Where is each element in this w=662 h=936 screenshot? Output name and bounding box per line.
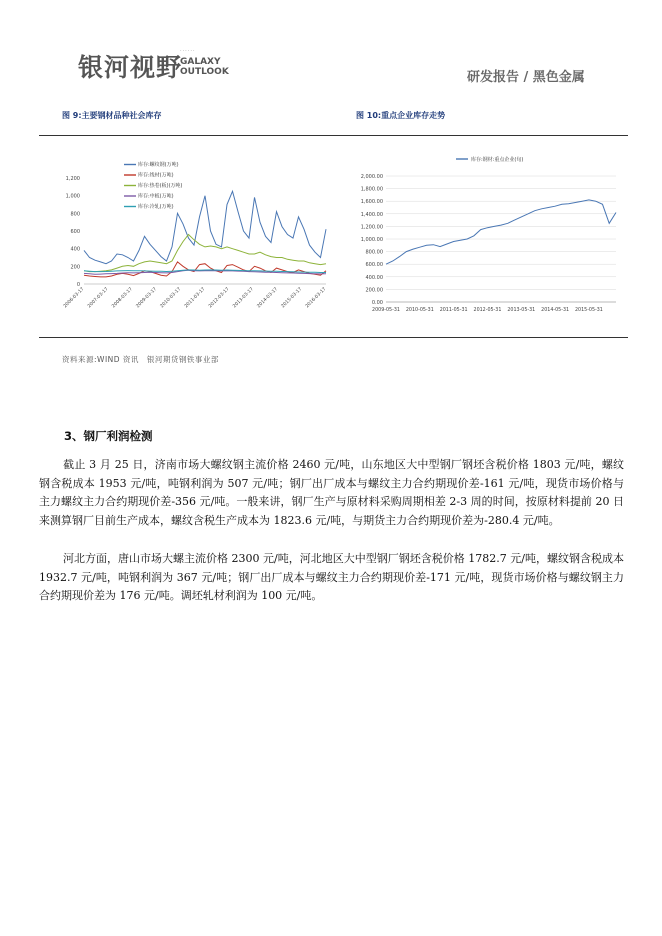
f10-xtick-label: 2014-05-31 [541,308,570,313]
f10-ytick-label: 400.00 [365,274,383,281]
f10-ytick-label: 600.00 [365,262,383,269]
f10-xtick-label: 2011-05-31 [439,308,468,313]
f9-legend-label: 库存:螺纹钢(万吨) [138,162,179,168]
f10-series-line-0 [386,200,616,264]
f9-xtick-label: 2016-03-17 [304,286,328,310]
f10-ytick-label: 1,400.00 [360,211,383,218]
f10-ytick-label: 1,600.00 [360,199,383,206]
f10-xtick-label: 2013-05-31 [507,308,536,313]
f10-xtick-label: 2012-05-31 [473,308,502,313]
f10-ytick-label: 2,000.00 [360,174,383,180]
logo-en [180,57,229,77]
f9-ytick-label: 600 [70,229,80,235]
f9-ytick-label: 400 [70,246,80,253]
f9-xtick-label: 2012-03-17 [208,286,231,310]
f9-ytick-label: 800 [70,211,80,218]
f10-ytick-label: 1,800.00 [360,186,383,193]
f10-legend-label: 库存:钢材:重点企业(旬) [471,157,524,163]
f9-legend-label: 库存:线材(万吨) [138,172,174,179]
section-title: 3、钢厂利润检测 [64,429,153,443]
f9-legend-label: 库存:中板(万吨) [138,193,174,200]
f9-ytick-label: 200 [70,264,80,271]
f9-series-line-1 [84,262,326,277]
f9-xtick-label: 2007-03-17 [87,286,110,310]
f9-xtick-label: 2009-03-17 [135,286,159,310]
paragraph-2-text: 河北方面，唐山市场大螺主流价格 2300 元/吨，河北地区大中型钢厂钢坯含税价格 1782.7 元/吨，螺纹钢含税成本 1932.7 元/吨，吨钢利润为 367 元/吨；钢厂出厂成本与螺纹主力合约期现价差-171 元/吨，现货市场价格与螺纹钢主力合约期现价差为 176 元/吨。调坯轧材利润为 100 元/吨。 [39,552,624,602]
f9-legend-label: 库存:冷轧(万吨) [138,204,174,210]
logo-en-line1: GALAXY [180,57,221,67]
f9-ytick-label: 1,000 [65,193,80,200]
f10-xtick-label: 2015-05-31 [574,308,603,313]
f10-ytick-label: 1,000.00 [360,237,383,243]
f9-ytick-label: 1,200 [65,176,80,182]
f10-ytick-label: 0.00 [371,300,383,306]
logo-en-line2: OUTLOOK [180,67,229,77]
f10-xtick-label: 2010-05-31 [405,308,434,313]
f9-xtick-label: 2014-03-17 [256,286,280,310]
figure-top-rule [39,135,628,136]
f9-xtick-label: 2006-03-17 [62,286,86,310]
f9-ytick-label: 0 [76,282,80,288]
f9-xtick-label: 2011-03-17 [183,286,207,310]
f10-ytick-label: 1,200.00 [360,224,383,231]
paragraph-1-text: 截止 3 月 25 日，济南市场大螺纹钢主流价格 2460 元/吨，山东地区大中型钢厂钢坯含税价格 1803 元/吨，螺纹钢含税成本 1953 元/吨，吨钢利润为 507 元/吨；钢厂出厂成本与螺纹主力合约期现价差-161 元/吨，现货市场价格与主力螺纹主力合约期现价差-356 元/吨。一般来讲，钢厂生产与原材料采购周期相差 2-3 周的时间，按原材料提前 20 日来测算钢厂目前生产成本，螺纹含税生产成本为 1823.6 元/吨，与期货主力合约期现价差为-280.4 元/吨。 [39,458,624,527]
f9-legend-label: 库存:热卷(板)(万吨) [138,183,183,189]
f9-xtick-label: 2008-03-17 [111,286,134,310]
figure-bottom-rule [39,337,628,338]
f9-xtick-label: 2015-03-17 [280,286,304,310]
logo-dots: ······ [180,48,196,54]
source-note: 资料来源:WIND 资讯 银河期货钢铁事业部 [62,355,219,364]
paragraph-1 [39,456,624,530]
f9-xtick-label: 2010-03-17 [159,286,183,310]
figure10-chart [352,150,622,325]
f9-series-line-0 [84,191,326,263]
report-tag: 研发报告 / 黑色金属 [467,70,585,85]
paragraph-2 [39,550,624,606]
f10-ytick-label: 800.00 [365,249,383,256]
logo-cn: 银河视野 [78,53,183,82]
figure9-chart [60,150,330,320]
f10-ytick-label: 200.00 [365,287,383,294]
figure10-caption: 图 10:重点企业库存走势 [356,111,446,120]
f10-xtick-label: 2009-05-31 [372,308,400,313]
f9-series-line-2 [84,235,326,272]
figure9-caption: 图 9:主要钢材品种社会库存 [62,111,162,120]
f9-xtick-label: 2013-03-17 [232,286,255,310]
